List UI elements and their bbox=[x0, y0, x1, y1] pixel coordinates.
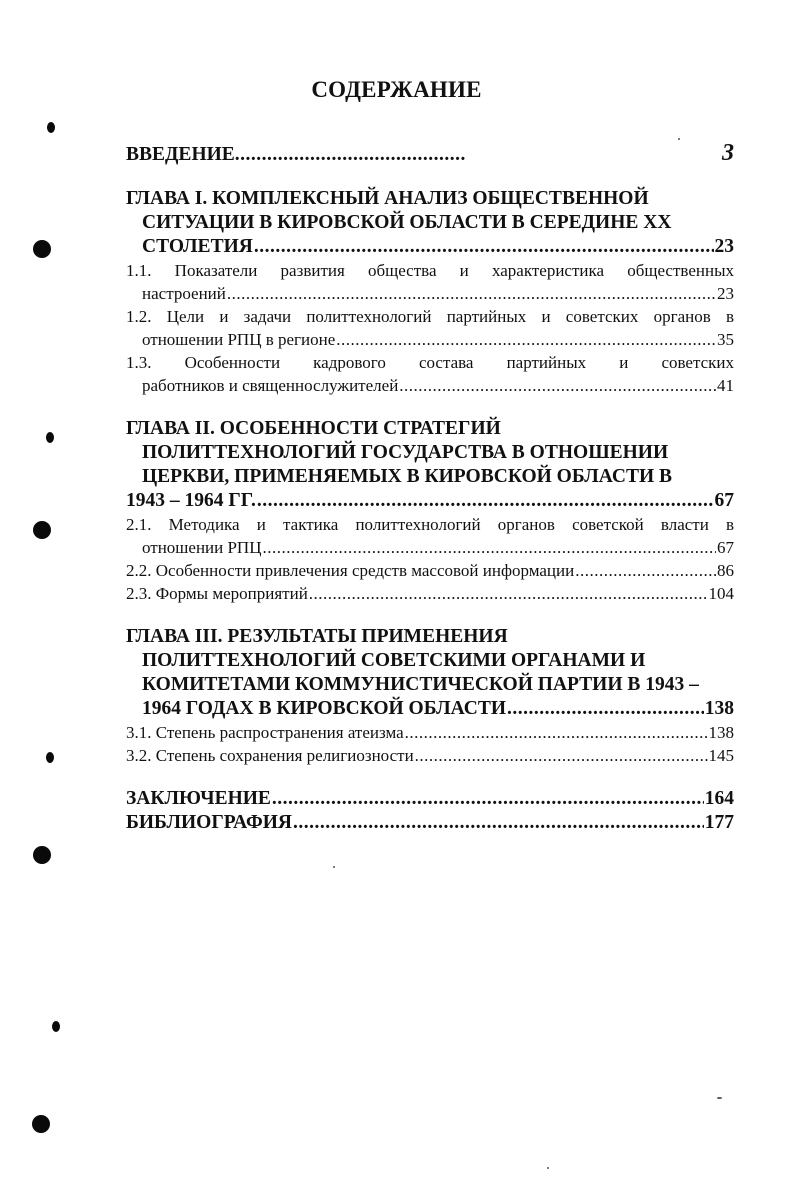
binder-hole-mark bbox=[46, 432, 54, 443]
toc-introduction-label: ВВЕДЕНИЕ bbox=[126, 144, 235, 165]
section-page: 23 bbox=[717, 284, 734, 303]
section-title-line: 1.3. Особенности кадрового состава партийных и советских bbox=[126, 353, 734, 372]
toc-bibliography-label: БИБЛИОГРАФИЯ bbox=[126, 812, 293, 833]
chapter-title-line: ГЛАВА III. РЕЗУЛЬТАТЫ ПРИМЕНЕНИЯ bbox=[126, 626, 508, 647]
dot-leader bbox=[235, 144, 465, 166]
chapter-title-last-line bbox=[126, 235, 734, 259]
scan-speck bbox=[717, 1097, 722, 1099]
dot-leader bbox=[263, 536, 717, 559]
chapter-title-line: ЦЕРКВИ, ПРИМЕНЯЕМЫХ В КИРОВСКОЙ ОБЛАСТИ В bbox=[142, 466, 673, 487]
section-entry bbox=[126, 328, 734, 351]
toc-chapter bbox=[126, 187, 734, 397]
binder-hole bbox=[33, 846, 51, 864]
binder-hole-mark bbox=[46, 752, 54, 763]
section-entry bbox=[126, 559, 734, 582]
section-page: 67 bbox=[717, 538, 734, 557]
section-page: 104 bbox=[708, 584, 734, 603]
scan-speck bbox=[333, 866, 335, 868]
dot-leader bbox=[405, 721, 708, 744]
binder-hole bbox=[33, 521, 51, 539]
binder-hole bbox=[33, 240, 51, 258]
dot-leader bbox=[272, 787, 704, 811]
toc-bibliography-page: 177 bbox=[704, 812, 734, 833]
section-page: 86 bbox=[717, 561, 734, 580]
chapter-title-line: ПОЛИТТЕХНОЛОГИЙ ГОСУДАРСТВА В ОТНОШЕНИИ bbox=[142, 442, 669, 463]
chapter-title-end: 1943 – 1964 ГГ. bbox=[126, 490, 256, 511]
section-title-line: 1.1. Показатели развития общества и характеристика общественных bbox=[126, 261, 734, 280]
dot-leader bbox=[507, 697, 704, 721]
section-title-line: 1.2. Цели и задачи политтехнологий партийных и советских органов в bbox=[126, 307, 734, 326]
dot-leader bbox=[257, 489, 714, 513]
section-title-end: настроений bbox=[142, 284, 226, 303]
toc-introduction bbox=[126, 140, 734, 167]
chapter-page: 23 bbox=[714, 236, 734, 257]
chapter-title-line: ГЛАВА I. КОМПЛЕКСНЫЙ АНАЛИЗ ОБЩЕСТВЕННОЙ bbox=[126, 188, 649, 209]
chapter-title-last-line bbox=[126, 697, 734, 721]
chapter-title-line: КОМИТЕТАМИ КОММУНИСТИЧЕСКОЙ ПАРТИИ В 1943 – bbox=[142, 674, 699, 695]
dot-leader bbox=[399, 374, 716, 397]
section-entry bbox=[126, 536, 734, 559]
section-page: 145 bbox=[708, 746, 734, 765]
chapter-title-end: 1964 ГОДАХ В КИРОВСКОЙ ОБЛАСТИ bbox=[142, 698, 507, 719]
section-title: 2.2. Особенности привлечения средств массовой информации bbox=[126, 561, 575, 580]
chapter-title-last-line bbox=[126, 489, 734, 513]
toc-chapter bbox=[126, 625, 734, 767]
table-of-contents bbox=[126, 140, 734, 835]
dot-leader bbox=[575, 559, 716, 582]
section-title-line: 2.1. Методика и тактика политтехнологий органов советской власти в bbox=[126, 515, 734, 534]
section-title-end: отношении РПЦ bbox=[142, 538, 262, 557]
chapter-title-line: ГЛАВА II. ОСОБЕННОСТИ СТРАТЕГИЙ bbox=[126, 418, 501, 439]
section-entry bbox=[126, 744, 734, 767]
toc-conclusion-page: 164 bbox=[704, 788, 734, 809]
section-entry bbox=[126, 721, 734, 744]
chapter-title-end: СТОЛЕТИЯ bbox=[142, 236, 253, 257]
toc-bibliography bbox=[126, 811, 734, 835]
section-page: 41 bbox=[717, 376, 734, 395]
dot-leader bbox=[227, 282, 716, 305]
chapter-title-line: ПОЛИТТЕХНОЛОГИЙ СОВЕТСКИМИ ОРГАНАМИ И bbox=[142, 650, 646, 671]
section-title-end: работников и священнослужителей bbox=[142, 376, 399, 395]
toc-conclusion bbox=[126, 787, 734, 811]
section-page: 138 bbox=[708, 723, 734, 742]
dot-leader bbox=[336, 328, 716, 351]
chapter-title-line: СИТУАЦИИ В КИРОВСКОЙ ОБЛАСТИ В СЕРЕДИНЕ XX bbox=[142, 212, 672, 233]
toc-conclusion-label: ЗАКЛЮЧЕНИЕ bbox=[126, 788, 271, 809]
section-entry bbox=[126, 374, 734, 397]
binder-hole bbox=[32, 1115, 50, 1133]
section-page: 35 bbox=[717, 330, 734, 349]
chapter-page: 138 bbox=[704, 698, 734, 719]
section-title: 2.3. Формы мероприятий bbox=[126, 584, 308, 603]
section-entry bbox=[126, 582, 734, 605]
section-entry bbox=[126, 282, 734, 305]
dot-leader bbox=[293, 811, 704, 835]
binder-hole-mark bbox=[47, 122, 55, 133]
toc-chapter bbox=[126, 417, 734, 605]
page-title: СОДЕРЖАНИЕ bbox=[311, 77, 482, 102]
dot-leader bbox=[415, 744, 708, 767]
chapter-page: 67 bbox=[714, 490, 734, 511]
binder-hole-mark bbox=[52, 1021, 60, 1032]
section-title: 3.1. Степень распространения атеизма bbox=[126, 723, 404, 742]
toc-introduction-page: 3 bbox=[722, 140, 734, 166]
section-title-end: отношении РПЦ в регионе bbox=[142, 330, 336, 349]
dot-leader bbox=[254, 235, 714, 259]
scan-speck bbox=[547, 1167, 549, 1169]
section-title: 3.2. Степень сохранения религиозности bbox=[126, 746, 414, 765]
dot-leader bbox=[309, 582, 708, 605]
